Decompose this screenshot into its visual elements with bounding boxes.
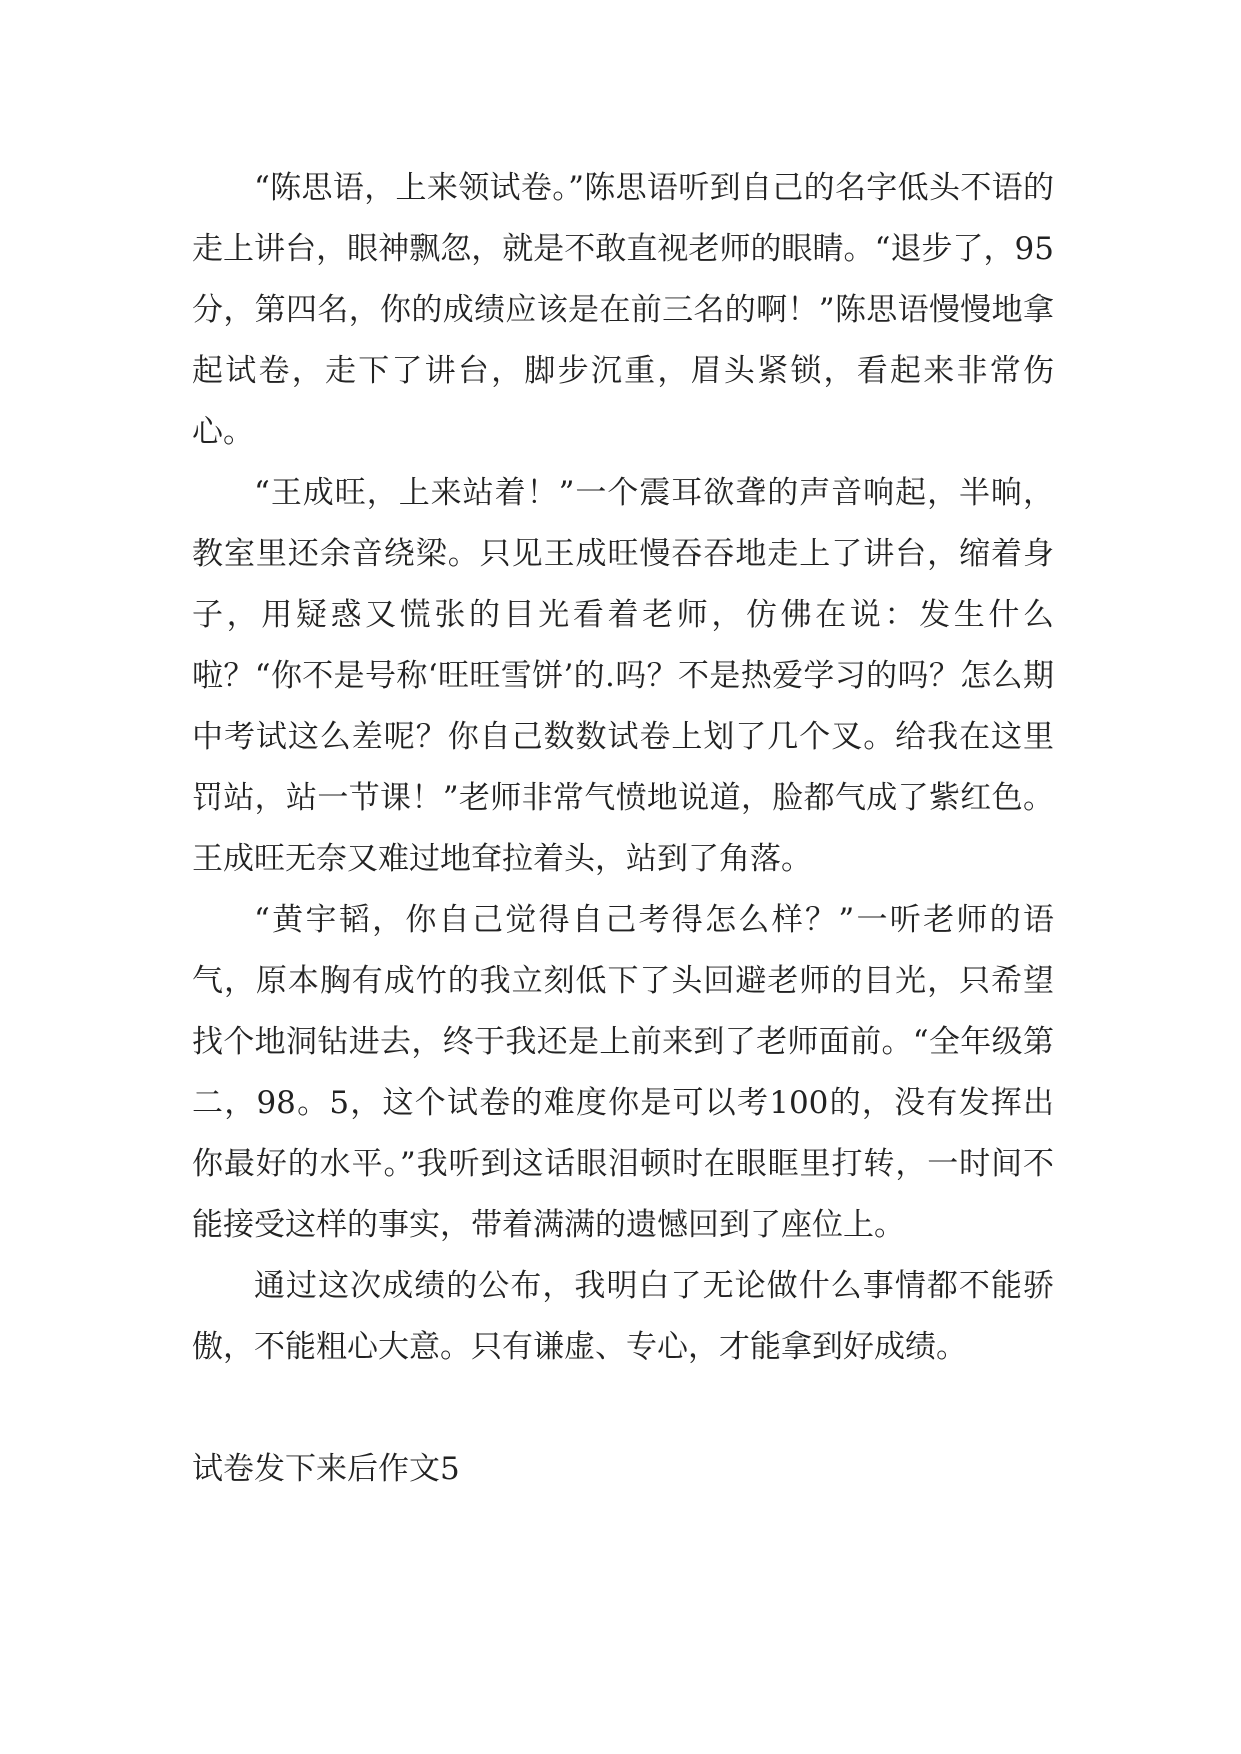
paragraph-huang-yutao: “黄宇韬，你自己觉得自己考得怎么样？”一听老师的语气，原本胸有成竹的我立刻低下了头回避老师的目光，只希望找个地洞钻进去，终于我还是上前来到了老师面前。“全年级第二，98。5，这个试卷的难度你是可以考100的，没有发挥出你最好的水平。”我听到这话眼泪顿时在眼眶里打转，一时间不能接受这样的事实，带着满满的遗憾回到了座位上。 (192, 902, 1054, 1243)
paragraph-chen-siyu: “陈思语，上来领试卷。”陈思语听到自己的名字低头不语的走上讲台，眼神飘忽，就是不敢直视老师的眼睛。“退步了，95分，第四名，你的成绩应该是在前三名的啊！”陈思语慢慢地拿起试卷，走下了讲台，脚步沉重，眉头紧锁，看起来非常伤心。 (192, 170, 1054, 450)
section-heading: 试卷发下来后作文5 (192, 1451, 460, 1487)
paragraph-wang-chengwang: “王成旺，上来站着！”一个震耳欲聋的声音响起，半晌，教室里还余音绕梁。只见王成旺慢吞吞地走上了讲台，缩着身子，用疑惑又慌张的目光看着老师，仿佛在说：发生什么啦？“你不是号称‘旺旺雪饼’的.吗？不是热爱学习的吗？怎么期中考试这么差呢？你自己数数试卷上划了几个叉。给我在这里罚站，站一节课！”老师非常气愤地说道，脸都气成了紫红色。王成旺无奈又难过地耷拉着头，站到了角落。 (192, 475, 1054, 877)
paragraph-conclusion: 通过这次成绩的公布，我明白了无论做什么事情都不能骄傲，不能粗心大意。只有谦虚、专心，才能拿到好成绩。 (192, 1268, 1054, 1365)
document-body (192, 158, 1054, 1500)
